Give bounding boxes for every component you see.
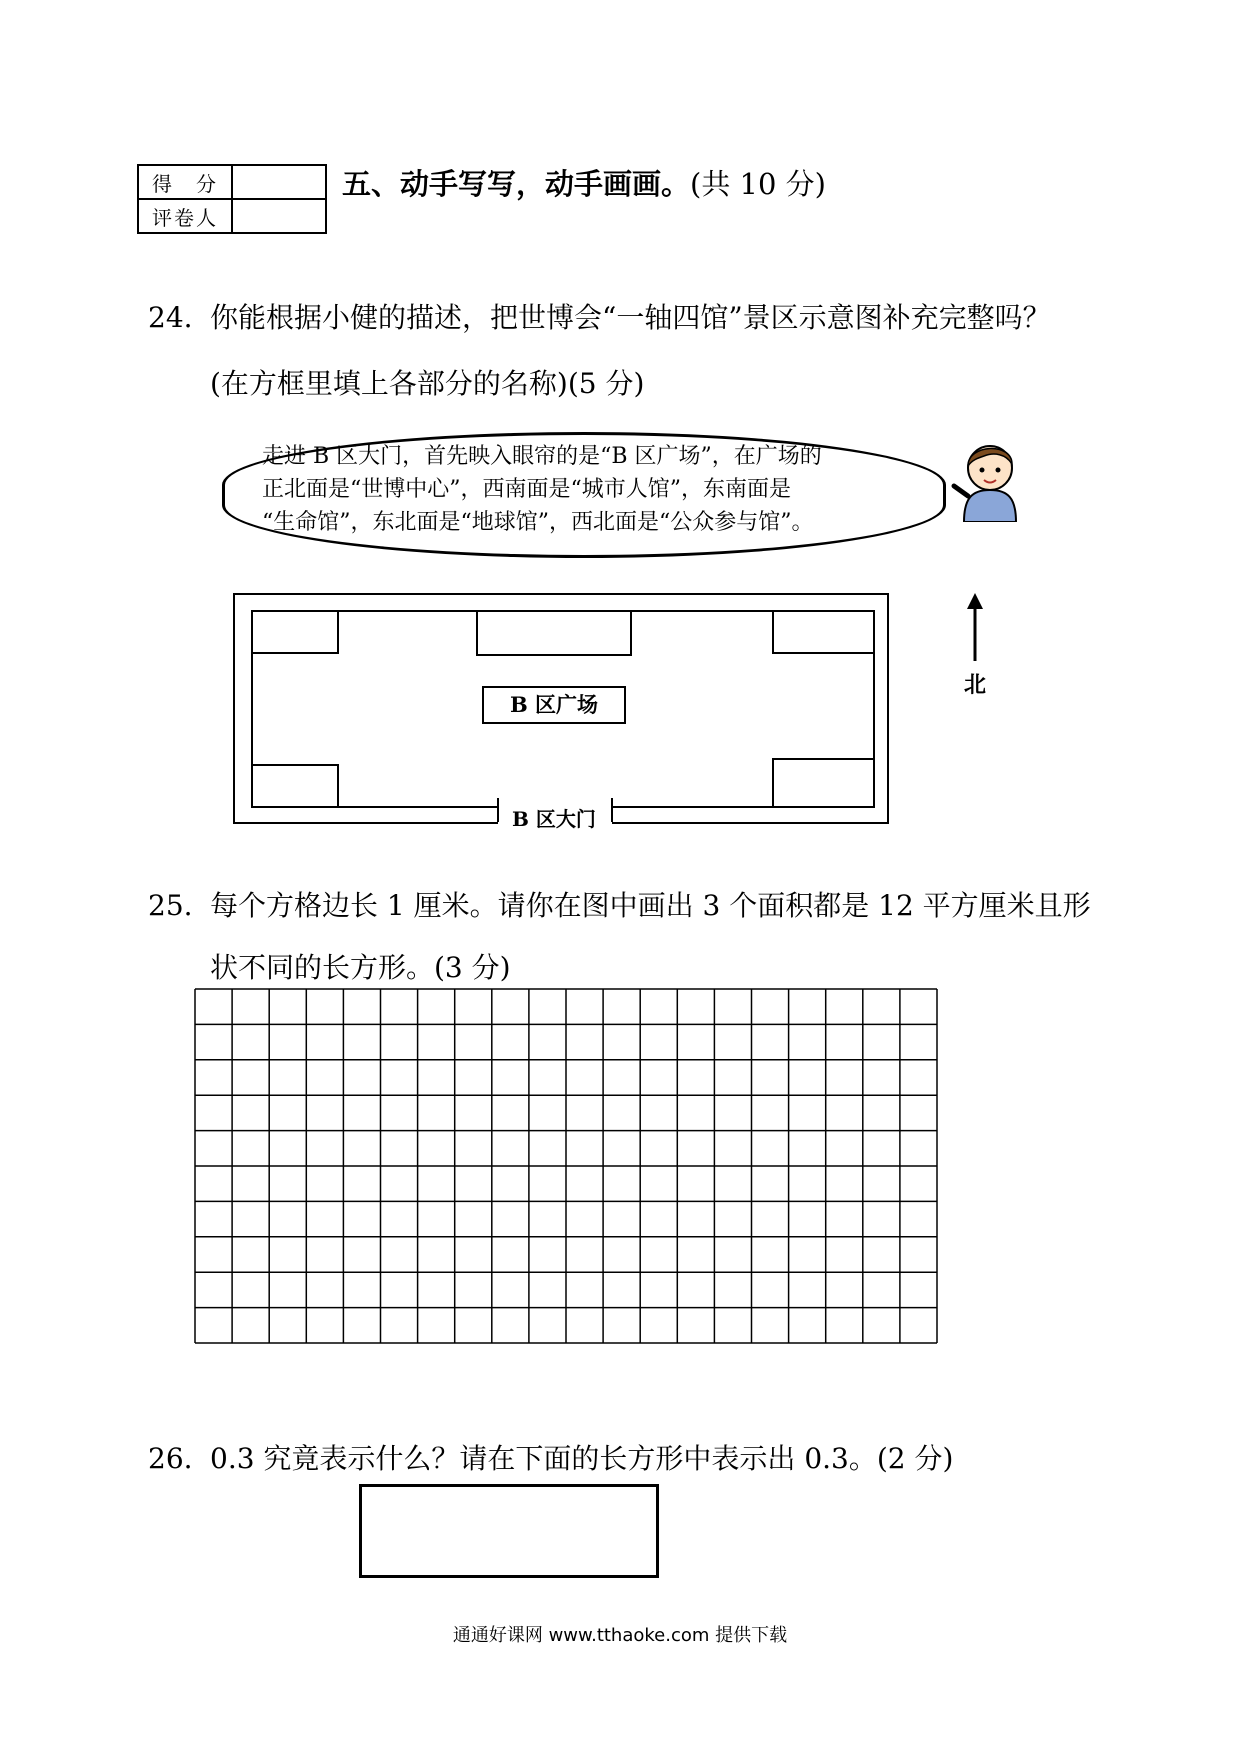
southwest-box[interactable] — [251, 764, 339, 808]
plaza-box: B 区广场 — [482, 686, 626, 724]
square-grid[interactable] — [194, 988, 938, 1344]
section-points: (共 10 分) — [690, 167, 826, 201]
q24-line2: (在方框里填上各部分的名称)(5 分) — [210, 367, 645, 400]
q26-line1 — [148, 1437, 953, 1477]
score-table — [137, 164, 327, 234]
q25-line1 — [148, 884, 1091, 924]
q26-number: 26. — [148, 1442, 193, 1475]
q24-number: 24. — [148, 301, 193, 334]
answer-rectangle[interactable] — [359, 1484, 659, 1578]
boy-illustration — [950, 438, 1030, 522]
score-field[interactable] — [232, 165, 326, 199]
q25-number: 25. — [148, 889, 193, 922]
score-label: 得 分 — [138, 165, 232, 199]
north-box[interactable] — [476, 610, 632, 656]
gate-label: B 区大门 — [512, 807, 596, 831]
grader-field[interactable] — [232, 199, 326, 233]
north-arrow-icon — [963, 593, 987, 663]
northeast-box[interactable] — [772, 610, 875, 654]
q24-text: 你能根据小健的描述，把世博会“一轴四馆”景区示意图补充完整吗？ — [210, 301, 1051, 334]
northwest-box[interactable] — [251, 610, 339, 654]
north-label: 北 — [964, 672, 987, 698]
section-heading: 五、动手写写，动手画画。 — [342, 167, 691, 201]
speech-text: 走进 B 区大门，首先映入眼帘的是“B 区广场”，在广场的 正北面是“世博中心”，西南面是“城市人馆”，东南面是 “生命馆”，东北面是“地球馆”，西北面是“公众参与馆”。 — [262, 444, 822, 535]
southeast-box[interactable] — [772, 758, 875, 808]
q25-line2: 状不同的长方形。(3 分) — [210, 951, 511, 984]
section-title — [342, 162, 826, 203]
q25-text: 每个方格边长 1 厘米。请你在图中画出 3 个面积都是 12 平方厘米且形 — [210, 889, 1091, 922]
footer-text: 通通好课网 www.tthaoke.com 提供下载 — [452, 1625, 788, 1646]
q26-text: 0.3 究竟表示什么？请在下面的长方形中表示出 0.3。(2 分) — [210, 1442, 954, 1475]
q24-line1 — [148, 296, 1051, 336]
grader-label: 评卷人 — [138, 199, 232, 233]
